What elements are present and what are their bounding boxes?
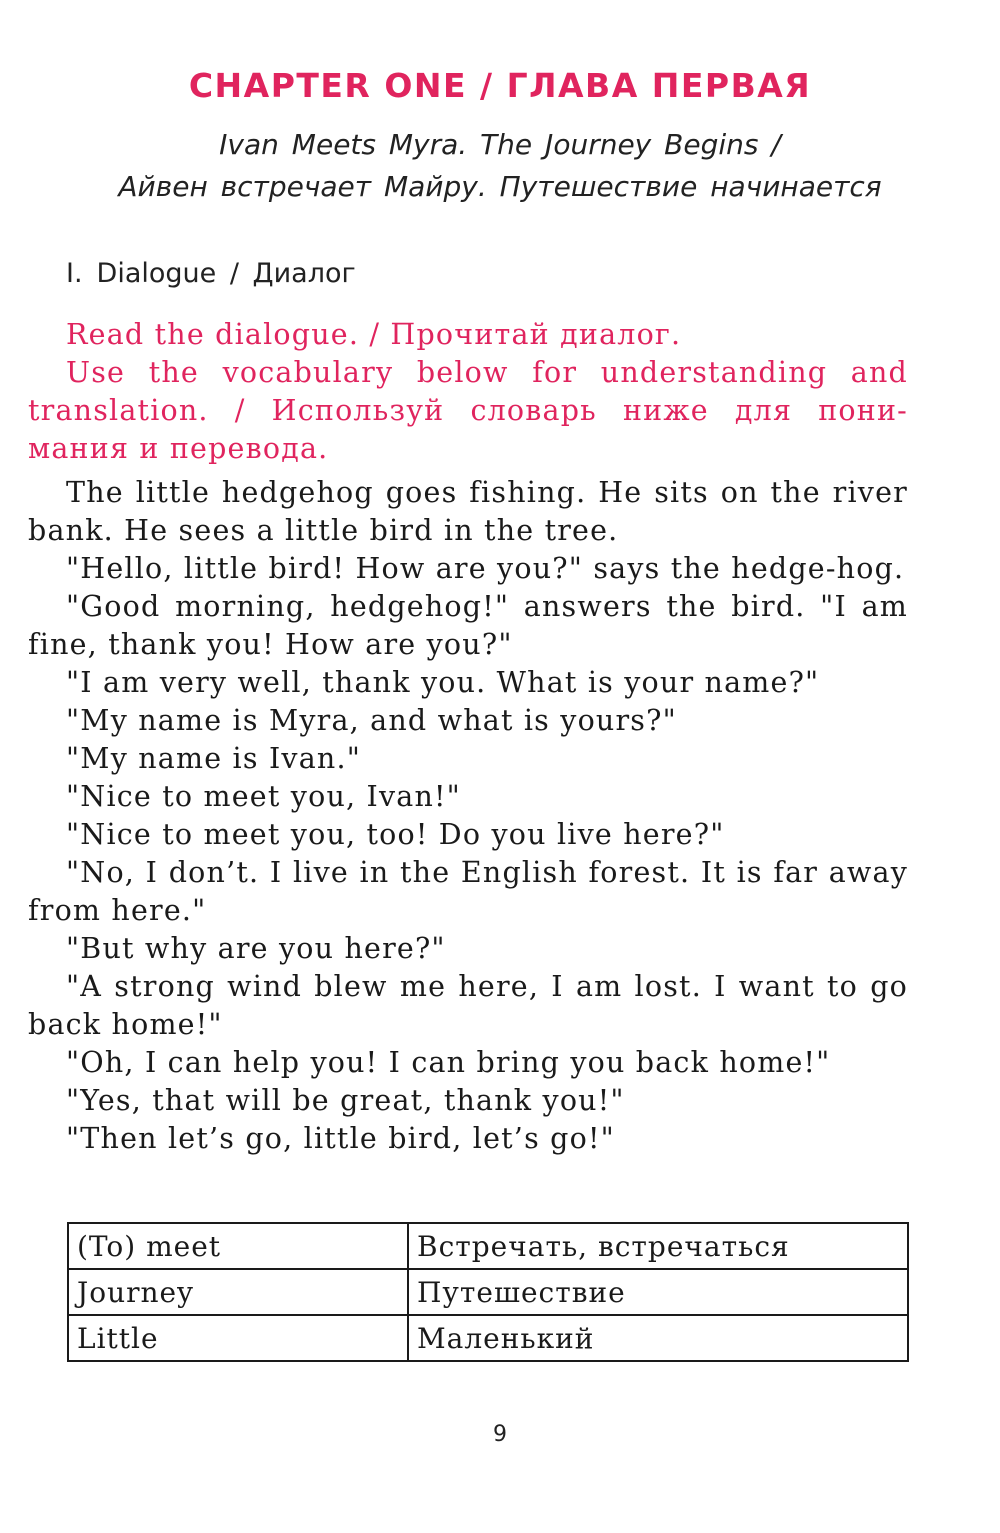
vocab-english-cell: Journey (68, 1269, 408, 1315)
vocab-english-cell: (To) meet (68, 1223, 408, 1269)
chapter-subtitle-russian: Айвен встречает Майру. Путешествие начинается (118, 170, 882, 203)
dialogue-paragraph: "Hello, little bird! How are you?" says the hedge-hog. (66, 552, 905, 585)
vocab-russian-cell: Маленький (408, 1315, 908, 1361)
vocab-english-cell: Little (68, 1315, 408, 1361)
dialogue-paragraph: "Oh, I can help you! I can bring you back home!" (66, 1046, 831, 1079)
vocab-russian-cell: Путешествие (408, 1269, 908, 1315)
dialogue-paragraph: "A strong wind blew me here, I am lost. I want to go back home!" (28, 970, 908, 1041)
table-row (68, 1223, 908, 1269)
section-number: I. (66, 258, 83, 289)
dialogue-paragraph: "I am very well, thank you. What is your name?" (66, 666, 820, 699)
instruction-read (28, 316, 908, 354)
instruction-read-text: Read the dialogue. / Прочитай диалог. (66, 318, 682, 351)
table-row (68, 1315, 908, 1361)
vocab-russian-cell: Встречать, встречаться (408, 1223, 908, 1269)
instruction-vocabulary-text: Use the vocabulary below for understanding and translation. / Используй словарь ниже для пони-мания и перевода. (28, 356, 908, 465)
section-heading (66, 258, 356, 289)
vocabulary-table (67, 1222, 909, 1362)
instruction-vocabulary (28, 354, 908, 468)
dialogue-paragraph: "Nice to meet you, too! Do you live here?" (66, 818, 725, 851)
dialogue-paragraph: "Nice to meet you, Ivan!" (66, 780, 461, 813)
dialogue-paragraph: The little hedgehog goes fishing. He sits on the river bank. He sees a little bird in the tree. (28, 476, 908, 547)
dialogue-paragraph: "Good morning, hedgehog!" answers the bird. "I am fine, thank you! How are you?" (28, 590, 908, 661)
dialogue-text (28, 474, 908, 1158)
chapter-title: CHAPTER ONE / ГЛАВА ПЕРВАЯ (188, 66, 812, 105)
dialogue-paragraph: "No, I don’t. I live in the English forest. It is far away from here." (28, 856, 908, 927)
dialogue-paragraph: "Then let’s go, little bird, let’s go!" (66, 1122, 615, 1155)
dialogue-paragraph: "My name is Ivan." (66, 742, 362, 775)
dialogue-paragraph: "My name is Myra, and what is yours?" (66, 704, 677, 737)
section-title: Dialogue / Диалог (96, 258, 356, 289)
chapter-subtitle-english: Ivan Meets Myra. The Journey Begins / (219, 128, 781, 161)
table-row (68, 1269, 908, 1315)
page-number: 9 (493, 1422, 507, 1447)
dialogue-paragraph: "Yes, that will be great, thank you!" (66, 1084, 625, 1117)
dialogue-paragraph: "But why are you here?" (66, 932, 446, 965)
